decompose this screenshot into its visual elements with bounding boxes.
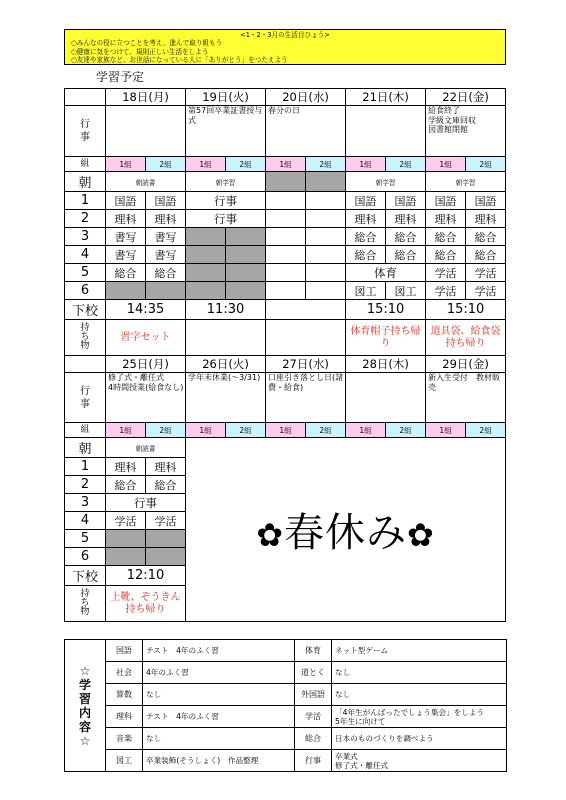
subject-cell: 総合 [346, 246, 386, 264]
dismissal-row [65, 300, 506, 320]
period-label: 5 [65, 530, 106, 548]
class-row [65, 423, 506, 438]
event-cell [346, 373, 426, 423]
blank-cell [266, 172, 306, 192]
class-2-cell: 2組 [226, 423, 266, 438]
subject-cell: 総合 [106, 264, 146, 282]
subject-cell: 図工 [346, 282, 386, 300]
blank-cell [306, 172, 346, 192]
subject-name: 理科 [106, 706, 143, 728]
class-2-cell: 2組 [386, 157, 426, 172]
class-row [65, 157, 506, 172]
class-2-cell: 2組 [226, 157, 266, 172]
subject-cell: 図工 [386, 282, 426, 300]
subject-cell: 学活 [426, 282, 466, 300]
day-header: 19日(火) [186, 89, 266, 106]
event-cell [106, 106, 186, 157]
blank-cell [186, 246, 226, 264]
class-1-cell: 1組 [106, 423, 146, 438]
belongings-row [65, 320, 506, 356]
event-cell: 口座引き落とし日(諸費・給食) [266, 373, 346, 423]
blank-cell [226, 282, 266, 300]
subject-name: 音楽 [106, 728, 143, 750]
class-2-cell: 2組 [146, 423, 186, 438]
subject-cell: 理科 [426, 210, 466, 228]
day-header: 20日(水) [266, 89, 346, 106]
goal-title: <1・2・3月の生活目ひょう> [240, 31, 330, 39]
flower-icon: ✿ [256, 516, 285, 554]
subject-cell: 理科 [146, 210, 186, 228]
contents-row [65, 662, 507, 684]
day-header-row [65, 89, 506, 106]
blank-cell [306, 264, 346, 282]
belongings-cell: 道具袋、給食袋持ち帰り [426, 320, 506, 356]
subject-cell: 書写 [106, 246, 146, 264]
subject-cell: 国語 [426, 192, 466, 210]
class-1-cell: 1組 [186, 423, 226, 438]
period-label: 1 [65, 192, 106, 210]
period-label: 2 [65, 210, 106, 228]
period-label: 6 [65, 548, 106, 566]
subject-cell: 総合 [426, 246, 466, 264]
period-1-row [65, 192, 506, 210]
belongings-cell [186, 320, 266, 356]
subject-name: 総合 [295, 728, 332, 750]
learning-contents-table [64, 639, 507, 772]
subject-cell: 学活 [426, 264, 466, 282]
day-header: 28日(木) [346, 356, 426, 373]
row-label-dismissal: 下校 [65, 566, 106, 586]
day-header: 21日(木) [346, 89, 426, 106]
dismissal-time: 15:10 [346, 300, 426, 320]
day-header: 22日(金) [426, 89, 506, 106]
subject-cell: 書写 [146, 246, 186, 264]
dismissal-time [266, 300, 346, 320]
blank-cell [106, 548, 146, 566]
day-header: 18日(月) [106, 89, 186, 106]
row-label-belongings: 持ち物 [65, 320, 106, 356]
subject-name: 学活 [295, 706, 332, 728]
subject-cell: 国語 [466, 192, 506, 210]
subject-cell: 総合 [106, 476, 146, 494]
blank-cell [146, 282, 186, 300]
subject-cell: 理科 [146, 458, 186, 476]
blank-cell [146, 548, 186, 566]
subject-content: なし [332, 684, 507, 706]
row-label-event: 行事 [65, 106, 106, 157]
goal-line: ○みんなの役に立つことを考え、進んで取り組もう [71, 39, 223, 48]
corner-cell [65, 356, 106, 373]
row-label-class: 組 [65, 423, 106, 438]
subject-cell: 学活 [146, 512, 186, 530]
period-3-row [65, 228, 506, 246]
morning-cell: 朝学習 [186, 172, 266, 192]
period-label: 4 [65, 246, 106, 264]
subject-content: なし [143, 684, 295, 706]
subject-cell: 国語 [106, 192, 146, 210]
subject-cell: 理科 [466, 210, 506, 228]
event-row [65, 373, 506, 423]
event-cell: 給食終了 学級文庫回収 図書館閉館 [426, 106, 506, 157]
subject-cell: 学活 [106, 512, 146, 530]
blank-cell [226, 228, 266, 246]
period-label: 1 [65, 458, 106, 476]
event-cell: 新入生受付 教材販売 [426, 373, 506, 423]
subject-cell: 理科 [106, 210, 146, 228]
row-label-event: 行事 [65, 373, 106, 423]
contents-row [65, 728, 507, 750]
period-6-row [65, 282, 506, 300]
period-4-row [65, 246, 506, 264]
period-label: 2 [65, 476, 106, 494]
blank-cell [146, 530, 186, 548]
day-header: 25日(月) [106, 356, 186, 373]
event-cell: 学年末休業(～3/31) [186, 373, 266, 423]
contents-heading: ☆学習内容☆ [65, 640, 106, 772]
subject-name: 社会 [106, 662, 143, 684]
subject-cell: 理科 [106, 458, 146, 476]
period-5-row [65, 264, 506, 282]
blank-cell [266, 192, 306, 210]
page-title: 学習予定 [96, 70, 145, 84]
dismissal-time: 12:10 [106, 566, 186, 586]
subject-cell: 行事 [106, 494, 186, 512]
day-header: 27日(水) [266, 356, 346, 373]
subject-cell: 国語 [386, 192, 426, 210]
blank-cell [266, 264, 306, 282]
belongings-cell: 体育帽子持ち帰り [346, 320, 426, 356]
period-label: 3 [65, 228, 106, 246]
subject-content: なし [332, 662, 507, 684]
subject-cell: 総合 [146, 476, 186, 494]
class-1-cell: 1組 [346, 157, 386, 172]
blank-cell [186, 228, 226, 246]
subject-name: 算数 [106, 684, 143, 706]
subject-cell: 国語 [146, 192, 186, 210]
contents-row [65, 706, 507, 728]
blank-cell [266, 282, 306, 300]
class-2-cell: 2組 [466, 423, 506, 438]
blank-cell [226, 264, 266, 282]
class-1-cell: 1組 [186, 157, 226, 172]
subject-content: ネット型ゲーム [332, 640, 507, 662]
row-label-morning: 朝 [65, 172, 106, 192]
blank-cell [106, 530, 146, 548]
subject-content: なし [143, 728, 295, 750]
dismissal-time: 15:10 [426, 300, 506, 320]
period-2-row [65, 210, 506, 228]
subject-name: 行事 [295, 750, 332, 772]
event-cell [346, 106, 426, 157]
belongings-cell [266, 320, 346, 356]
blank-cell [306, 228, 346, 246]
class-1-cell: 1組 [266, 157, 306, 172]
spring-break-cell [186, 438, 506, 622]
subject-cell: 総合 [466, 228, 506, 246]
subject-cell: 行事 [186, 192, 266, 210]
subject-name: 図工 [106, 750, 143, 772]
blank-cell [106, 282, 146, 300]
class-1-cell: 1組 [106, 157, 146, 172]
corner-cell [65, 89, 106, 106]
subject-content: 日本のものづくりを調べよう [332, 728, 507, 750]
class-1-cell: 1組 [266, 423, 306, 438]
period-label: 3 [65, 494, 106, 512]
subject-content: テスト 4年のふく習 [143, 640, 295, 662]
subject-cell: 書写 [106, 228, 146, 246]
class-1-cell: 1組 [346, 423, 386, 438]
subject-cell: 総合 [346, 228, 386, 246]
belongings-cell: 習字セット [106, 320, 186, 356]
spring-break-label: ✿春休み✿ [256, 510, 435, 556]
blank-cell [186, 282, 226, 300]
contents-row [65, 684, 507, 706]
blank-cell [306, 210, 346, 228]
morning-row [65, 172, 506, 192]
event-row [65, 106, 506, 157]
blank-cell [306, 246, 346, 264]
subject-name: 体育 [295, 640, 332, 662]
subject-name: 国語 [106, 640, 143, 662]
class-2-cell: 2組 [386, 423, 426, 438]
subject-cell: 体育 [346, 264, 426, 282]
subject-cell: 学活 [466, 264, 506, 282]
period-label: 5 [65, 264, 106, 282]
subject-name: 外国語 [295, 684, 332, 706]
row-label-dismissal: 下校 [65, 300, 106, 320]
morning-cell: 朝読書 [106, 438, 186, 458]
subject-cell: 総合 [386, 228, 426, 246]
subject-cell: 国語 [346, 192, 386, 210]
contents-row [65, 640, 507, 662]
period-label: 6 [65, 282, 106, 300]
flower-icon: ✿ [407, 516, 435, 554]
subject-content: テスト 4年のふく習 [143, 706, 295, 728]
subject-cell: 行事 [186, 210, 266, 228]
row-label-morning: 朝 [65, 438, 106, 458]
class-2-cell: 2組 [466, 157, 506, 172]
goal-line: ○健康に気をつけて、規則正しい生活をしよう [71, 47, 209, 56]
blank-cell [226, 246, 266, 264]
morning-row [65, 438, 506, 458]
subject-content: 「4年生がんばったでしょう集会」をしよう 5年生に向けて [332, 706, 507, 728]
subject-cell: 理科 [346, 210, 386, 228]
morning-cell: 朝学習 [346, 172, 426, 192]
class-2-cell: 2組 [146, 157, 186, 172]
goal-line: ○友達や家族など、お世話になっている人に「ありがとう」をつたえよう [71, 55, 288, 64]
row-label-belongings: 持ち物 [65, 586, 106, 622]
subject-cell: 学活 [466, 282, 506, 300]
subject-cell: 書写 [146, 228, 186, 246]
belongings-cell: 上靴、ぞうきん持ち帰り [106, 586, 186, 622]
class-2-cell: 2組 [306, 423, 346, 438]
morning-cell: 朝読書 [106, 172, 186, 192]
schedule-week-1 [64, 88, 506, 356]
contents-row [65, 750, 507, 772]
class-1-cell: 1組 [426, 157, 466, 172]
subject-content: 卒業式 修了式・離任式 [332, 750, 507, 772]
morning-cell: 朝学習 [426, 172, 506, 192]
day-header: 29日(金) [426, 356, 506, 373]
event-cell: 春分の日 [266, 106, 346, 157]
subject-name: 道とく [295, 662, 332, 684]
subject-cell: 総合 [386, 246, 426, 264]
dismissal-time: 11:30 [186, 300, 266, 320]
subject-cell: 総合 [146, 264, 186, 282]
subject-cell: 総合 [466, 246, 506, 264]
row-label-class: 組 [65, 157, 106, 172]
day-header-row [65, 356, 506, 373]
blank-cell [266, 210, 306, 228]
subject-content: 卒業装飾(そうしょく) 作品整理 [143, 750, 295, 772]
event-cell: 修了式・離任式 4時間授業(給食なし) [106, 373, 186, 423]
dismissal-time: 14:35 [106, 300, 186, 320]
event-cell: 第57回卒業証書授与式 [186, 106, 266, 157]
blank-cell [306, 282, 346, 300]
blank-cell [266, 228, 306, 246]
subject-cell: 理科 [386, 210, 426, 228]
blank-cell [186, 264, 226, 282]
class-2-cell: 2組 [306, 157, 346, 172]
day-header: 26日(火) [186, 356, 266, 373]
period-label: 4 [65, 512, 106, 530]
subject-content: 4年のふく習 [143, 662, 295, 684]
life-goal-banner [64, 29, 506, 65]
schedule-week-2 [64, 355, 506, 622]
blank-cell [266, 246, 306, 264]
class-1-cell: 1組 [426, 423, 466, 438]
subject-cell: 総合 [426, 228, 466, 246]
blank-cell [306, 192, 346, 210]
